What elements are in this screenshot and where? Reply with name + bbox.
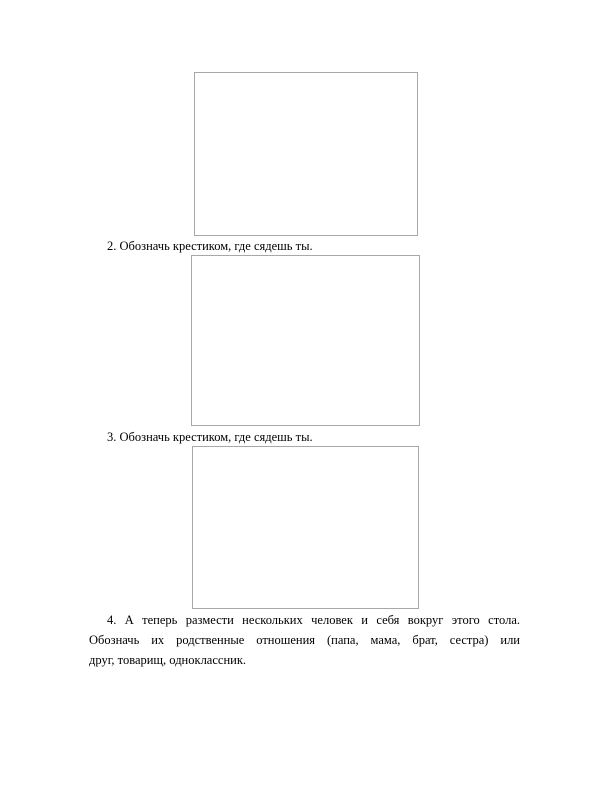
task-4-line-3: друг, товарищ, одноклассник. [89,653,247,667]
drawing-frame-1 [194,72,418,236]
drawing-frame-3 [192,446,419,609]
task-2-caption: 2. Обозначь крестиком, где сядешь ты. [107,239,313,253]
drawing-frame-2 [191,255,420,426]
task-3-caption: 3. Обозначь крестиком, где сядешь ты. [107,430,313,444]
task-4-line-1: 4. А теперь размести нескольких человек и себя вокруг этого стола. [107,613,520,627]
task-4-line-2: Обозначь их родственные отношения (папа, мама, брат, сестра) или [89,633,520,647]
